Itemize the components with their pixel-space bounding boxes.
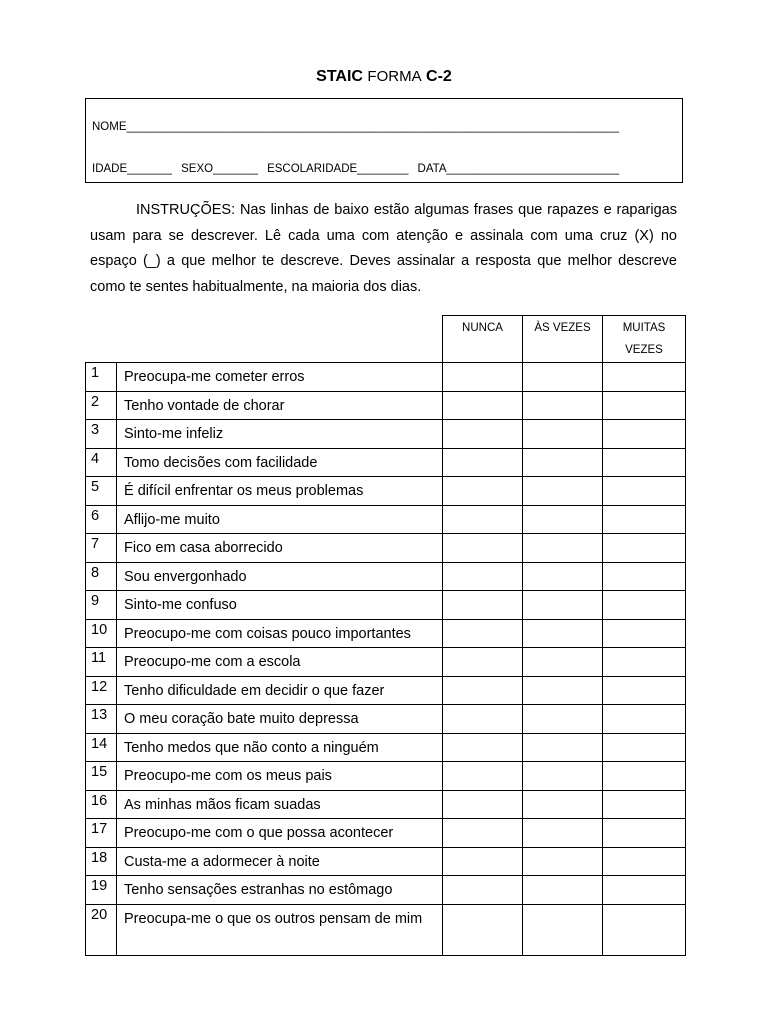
answer-nunca-cell[interactable] — [443, 591, 523, 620]
answer-as-vezes-cell[interactable] — [523, 876, 603, 905]
header-spacer — [86, 316, 443, 363]
answer-muitas-vezes-cell[interactable] — [603, 619, 686, 648]
answer-muitas-vezes-cell[interactable] — [603, 391, 686, 420]
answer-nunca-cell[interactable] — [443, 562, 523, 591]
item-row — [86, 562, 686, 591]
item-row — [86, 904, 686, 955]
item-row — [86, 676, 686, 705]
item-statement: Preocupo-me com coisas pouco importantes — [117, 619, 443, 648]
item-statement: O meu coração bate muito depressa — [117, 705, 443, 734]
item-statement: Fico em casa aborrecido — [117, 534, 443, 563]
item-number: 3 — [86, 420, 117, 449]
answer-as-vezes-cell[interactable] — [523, 448, 603, 477]
answer-muitas-vezes-cell[interactable] — [603, 705, 686, 734]
item-number: 14 — [86, 733, 117, 762]
item-row — [86, 591, 686, 620]
answer-as-vezes-cell[interactable] — [523, 847, 603, 876]
item-number: 2 — [86, 391, 117, 420]
header-row — [86, 316, 686, 363]
item-row — [86, 477, 686, 506]
answer-muitas-vezes-cell[interactable] — [603, 448, 686, 477]
answer-as-vezes-cell[interactable] — [523, 534, 603, 563]
item-number: 10 — [86, 619, 117, 648]
col-header-nunca: NUNCA — [443, 316, 523, 363]
answer-nunca-cell[interactable] — [443, 790, 523, 819]
item-statement: Tomo decisões com facilidade — [117, 448, 443, 477]
item-row — [86, 876, 686, 905]
item-number: 8 — [86, 562, 117, 591]
answer-muitas-vezes-cell[interactable] — [603, 676, 686, 705]
item-row — [86, 420, 686, 449]
item-number: 19 — [86, 876, 117, 905]
answer-nunca-cell[interactable] — [443, 733, 523, 762]
item-statement: Custa-me a adormecer à noite — [117, 847, 443, 876]
item-number: 13 — [86, 705, 117, 734]
answer-nunca-cell[interactable] — [443, 363, 523, 392]
item-row — [86, 648, 686, 677]
respondent-info-box — [85, 98, 683, 183]
item-number: 4 — [86, 448, 117, 477]
answer-nunca-cell[interactable] — [443, 705, 523, 734]
answer-muitas-vezes-cell[interactable] — [603, 591, 686, 620]
answer-muitas-vezes-cell[interactable] — [603, 847, 686, 876]
answer-muitas-vezes-cell[interactable] — [603, 477, 686, 506]
items-body — [86, 363, 686, 956]
item-row — [86, 790, 686, 819]
answer-as-vezes-cell[interactable] — [523, 619, 603, 648]
item-number: 5 — [86, 477, 117, 506]
answer-muitas-vezes-cell[interactable] — [603, 904, 686, 955]
answer-as-vezes-cell[interactable] — [523, 477, 603, 506]
item-row — [86, 534, 686, 563]
answer-as-vezes-cell[interactable] — [523, 904, 603, 955]
schooling-field[interactable]: ESCOLARIDADE________ — [267, 163, 409, 175]
item-number: 6 — [86, 505, 117, 534]
answer-nunca-cell[interactable] — [443, 448, 523, 477]
answer-muitas-vezes-cell[interactable] — [603, 420, 686, 449]
answer-as-vezes-cell[interactable] — [523, 733, 603, 762]
instructions-text: INSTRUÇÕES: Nas linhas de baixo estão algumas frases que rapazes e raparigas usam para se descrever. Lê cada uma com atenção e assinala com uma cruz (X) no espaço (_) a que melhor te descreve. Deves assinalar a resposta que melhor descreve como te sentes habitualmente, na maioria dos dias. — [90, 202, 677, 295]
date-field[interactable]: DATA___________________________ — [417, 163, 620, 175]
item-statement: Sinto-me infeliz — [117, 420, 443, 449]
item-statement: Preocupa-me cometer erros — [117, 363, 443, 392]
item-number: 20 — [86, 904, 117, 955]
item-number: 1 — [86, 363, 117, 392]
answer-muitas-vezes-cell[interactable] — [603, 534, 686, 563]
answer-as-vezes-cell[interactable] — [523, 676, 603, 705]
answer-muitas-vezes-cell[interactable] — [603, 762, 686, 791]
item-row — [86, 705, 686, 734]
item-statement: Tenho medos que não conto a ninguém — [117, 733, 443, 762]
answer-muitas-vezes-cell[interactable] — [603, 648, 686, 677]
answer-as-vezes-cell[interactable] — [523, 648, 603, 677]
answer-as-vezes-cell[interactable] — [523, 420, 603, 449]
answer-nunca-cell[interactable] — [443, 420, 523, 449]
answer-as-vezes-cell[interactable] — [523, 391, 603, 420]
answer-as-vezes-cell[interactable] — [523, 705, 603, 734]
answer-muitas-vezes-cell[interactable] — [603, 363, 686, 392]
item-number: 17 — [86, 819, 117, 848]
name-field[interactable]: NOME_____________________________________________________________________________ — [92, 121, 619, 133]
answer-as-vezes-cell[interactable] — [523, 762, 603, 791]
item-row — [86, 448, 686, 477]
answer-nunca-cell[interactable] — [443, 847, 523, 876]
item-statement: Sou envergonhado — [117, 562, 443, 591]
item-row — [86, 762, 686, 791]
item-number: 16 — [86, 790, 117, 819]
item-statement: Tenho vontade de chorar — [117, 391, 443, 420]
item-statement: Tenho sensações estranhas no estômago — [117, 876, 443, 905]
answer-muitas-vezes-cell[interactable] — [603, 819, 686, 848]
item-number: 12 — [86, 676, 117, 705]
demographics-row — [92, 163, 625, 175]
answer-nunca-cell[interactable] — [443, 876, 523, 905]
answer-nunca-cell[interactable] — [443, 391, 523, 420]
answer-nunca-cell[interactable] — [443, 904, 523, 955]
answer-nunca-cell[interactable] — [443, 762, 523, 791]
age-field[interactable]: IDADE_______ — [92, 163, 172, 175]
col-header-as-vezes: ÀS VEZES — [523, 316, 603, 363]
item-statement: Tenho dificuldade em decidir o que fazer — [117, 676, 443, 705]
sex-field[interactable]: SEXO_______ — [181, 163, 258, 175]
item-number: 15 — [86, 762, 117, 791]
item-statement: Preocupo-me com a escola — [117, 648, 443, 677]
answer-nunca-cell[interactable] — [443, 648, 523, 677]
answer-muitas-vezes-cell[interactable] — [603, 733, 686, 762]
document-title — [0, 68, 768, 86]
answer-muitas-vezes-cell[interactable] — [603, 505, 686, 534]
answer-nunca-cell[interactable] — [443, 477, 523, 506]
item-statement: Sinto-me confuso — [117, 591, 443, 620]
item-number: 18 — [86, 847, 117, 876]
item-row — [86, 505, 686, 534]
answer-muitas-vezes-cell[interactable] — [603, 876, 686, 905]
answer-as-vezes-cell[interactable] — [523, 562, 603, 591]
title-form-code: C-2 — [426, 68, 452, 85]
answer-nunca-cell[interactable] — [443, 676, 523, 705]
item-row — [86, 819, 686, 848]
item-row — [86, 847, 686, 876]
answer-as-vezes-cell[interactable] — [523, 790, 603, 819]
instructions-paragraph — [90, 198, 677, 300]
item-statement: Preocupo-me com o que possa acontecer — [117, 819, 443, 848]
item-row — [86, 619, 686, 648]
item-number: 11 — [86, 648, 117, 677]
title-forma: FORMA — [367, 68, 422, 85]
title-staic: STAIC — [316, 68, 363, 85]
item-number: 9 — [86, 591, 117, 620]
answer-as-vezes-cell[interactable] — [523, 505, 603, 534]
answer-muitas-vezes-cell[interactable] — [603, 562, 686, 591]
item-number: 7 — [86, 534, 117, 563]
item-statement: É difícil enfrentar os meus problemas — [117, 477, 443, 506]
item-row — [86, 733, 686, 762]
item-statement: Preocupo-me com os meus pais — [117, 762, 443, 791]
answer-nunca-cell[interactable] — [443, 619, 523, 648]
col-header-muitas-vezes: MUITAS VEZES — [603, 316, 686, 363]
answer-as-vezes-cell[interactable] — [523, 363, 603, 392]
answer-nunca-cell[interactable] — [443, 819, 523, 848]
answer-as-vezes-cell[interactable] — [523, 819, 603, 848]
item-statement: Aflijo-me muito — [117, 505, 443, 534]
item-statement: Preocupa-me o que os outros pensam de mim — [117, 904, 443, 955]
answer-nunca-cell[interactable] — [443, 534, 523, 563]
questionnaire-table — [85, 315, 686, 956]
item-row — [86, 391, 686, 420]
item-row — [86, 363, 686, 392]
item-statement: As minhas mãos ficam suadas — [117, 790, 443, 819]
answer-muitas-vezes-cell[interactable] — [603, 790, 686, 819]
answer-as-vezes-cell[interactable] — [523, 591, 603, 620]
answer-nunca-cell[interactable] — [443, 505, 523, 534]
